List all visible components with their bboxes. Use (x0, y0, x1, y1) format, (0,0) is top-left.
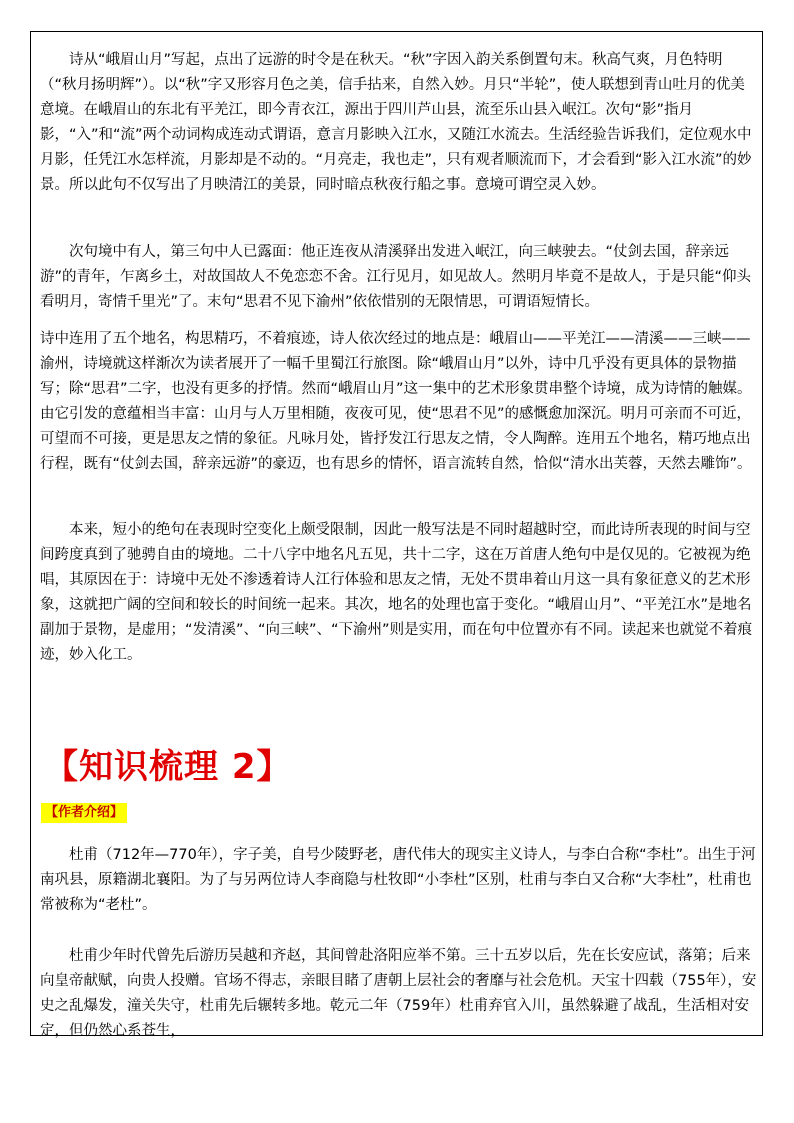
paragraph: 本来，短小的绝句在表现时空变化上颇受限制，因此一般写法是不同时超越时空，而此诗所表现的时间与空间跨度真到了驰骋自由的境地。二十八字中地名凡五见，共十二字，这在万首唐人绝句中是仅见的。它被视为绝唱，其原因在于：诗境中无处不渗透着诗人江行体验和思友之情，无处不贯串着山月这一具有象征意义的艺术形象，这就把广阔的空间和较长的时间统一起来。其次，地名的处理也富于变化。“峨眉山月”、“平羌江水”是地名副加于景物，是虚用；“发清溪”、“向三峡”、“下渝州”则是实用，而在句中位置亦有不同。读起来也就觉不着痕迹，妙入化工。 (40, 522, 753, 663)
paragraph: 诗从“峨眉山月”写起，点出了远游的时令是在秋天。“秋”字因入韵关系倒置句末。秋高气爽，月色特明（“秋月扬明辉”）。以“秋”字又形容月色之美，信手拈来，自然入妙。月只“半轮”，使人联想到青山吐月的优美意境。在峨眉山的东北有平羌江，即今青衣江，源出于四川芦山县，流至乐山县入岷江。次句“影”指月影，“入”和“流”两个动词构成连动式谓语，意言月影映入江水，又随江水流去。生活经验告诉我们，定位观水中月影，任凭江水怎样流，月影却是不动的。“月亮走，我也走”，只有观者顺流而下，才会看到“影入江水流”的妙景。所以此句不仅写出了月映清江的美景，同时暗点秋夜行船之事。意境可谓空灵入妙。 (40, 52, 752, 193)
section-heading: 【知识梳理 2】 (44, 747, 292, 787)
paragraph: 次句境中有人，第三句中人已露面：他正连夜从清溪驿出发进入岷江，向三峡驶去。“仗剑去国，辞亲远游”的青年，乍离乡土，对故国故人不免恋恋不舍。江行见月，如见故人。然明月毕竟不是故人，于是只能“仰头看明月，寄情千里光”了。末句“思君不见下渝州”依依惜别的无限情思，可谓语短情长。 (40, 244, 752, 310)
author-intro-badge: 【作者介绍】 (41, 803, 127, 823)
paragraph: 杜甫少年时代曾先后游历吴越和齐赵，其间曾赴洛阳应举不第。三十五岁以后，先在长安应试，落第；后来向皇帝献赋，向贵人投赠。官场不得志，亲眼目睹了唐朝上层社会的奢靡与社会危机。天宝十四载（755年），安史之乱爆发，潼关失守，杜甫先后辗转多地。乾元二年（759年）杜甫弃官入川，虽然躲避了战乱，生活相对安定，但仍然心系苍生， (40, 948, 757, 1039)
paragraph: 杜甫（712年—770年），字子美，自号少陵野老，唐代伟大的现实主义诗人，与李白合称“李杜”。出生于河南巩县，原籍湖北襄阳。为了与另两位诗人李商隐与杜牧即“小李杜”区别，杜甫与李白又合称“大李杜”，杜甫也常被称为“老杜”。 (40, 847, 756, 913)
paragraph: 诗中连用了五个地名，构思精巧，不着痕迹，诗人依次经过的地点是：峨眉山——平羌江——清溪——三峡——渝州，诗境就这样渐次为读者展开了一幅千里蜀江行旅图。除“峨眉山月”以外，诗中几乎没有更具体的景物描写；除“思君”二字，也没有更多的抒情。然而“峨眉山月”这一集中的艺术形象贯串整个诗境，成为诗情的触媒。由它引发的意蕴相当丰富：山月与人万里相随，夜夜可见，使“思君不见”的感慨愈加深沉。明月可亲而不可近，可望而不可接，更是思友之情的象征。凡咏月处，皆抒发江行思友之情，令人陶醉。连用五个地名，精巧地点出行程，既有“仗剑去国，辞亲远游”的豪迈，也有思乡的情怀，语言流转自然，恰似“清水出芙蓉，天然去雕饰”。 (40, 331, 752, 472)
